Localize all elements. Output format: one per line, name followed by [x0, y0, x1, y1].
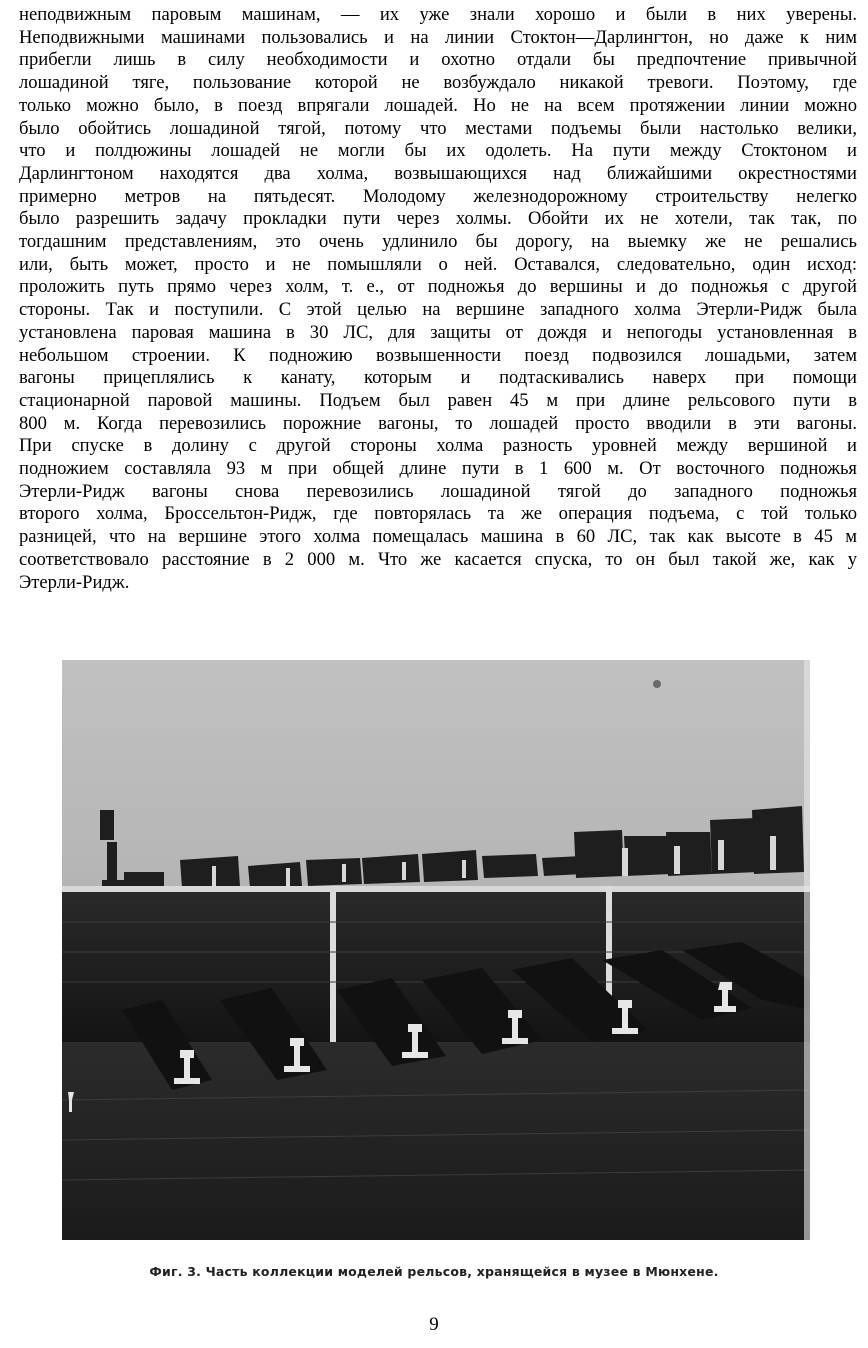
text-line: Этерли-Ридж.: [19, 571, 130, 593]
text-line: подножием составляла 93 м при общей длине пути в 1 600 м. От восточного подножья: [19, 458, 857, 480]
page-number: 9: [429, 1314, 439, 1335]
text-line: проложить путь прямо через холм, т. е., от подножья до вершины и до подножья с другой: [19, 276, 857, 298]
figure-photo: [62, 660, 810, 1240]
text-line: Дарлингтоном находятся два холма, возвышающихся над ближайшими окрестностями: [19, 162, 857, 184]
text-line: стороны. Так и поступили. С этой целью на вершине западного холма Этерли-Ридж была: [19, 299, 857, 321]
text-line: установлена паровая машина в 30 ЛС, для защиты от дождя и непогоды установленная в: [19, 321, 857, 343]
text-line: тогдашним представлениям, это очень удлинило бы дорогу, на выемку же не решались: [19, 231, 857, 253]
text-line: разницей, что на вершине этого холма помещалась машина в 60 ЛС, так как высоте в 45 м: [19, 526, 857, 548]
text-line: было разрешить задачу прокладки пути через холмы. Обойти их не хотели, так так, по: [19, 208, 857, 230]
text-line: небольшом строении. К подножию возвышенности поезд подвозился лошадьми, затем: [19, 344, 857, 366]
text-line: что и полдюжины лошадей не могли бы их одолеть. На пути между Стоктоном и: [19, 140, 857, 162]
text-line: только можно было, в поезд впрягали лошадей. Но не на всем протяжении линии можно: [19, 94, 857, 116]
text-line: соответствовало расстояние в 2 000 м. Что же касается спуска, то он был такой же, как у: [19, 548, 857, 570]
rail-collection-photo: [62, 660, 810, 1240]
body-text: [19, 4, 857, 594]
text-line: примерно метров на пятьдесят. Молодому железнодорожному строительству нелегко: [19, 185, 857, 207]
text-line: вагоны прицеплялись к канату, которым и подтаскивались наверх при помощи: [19, 367, 857, 389]
text-line: 800 м. Когда перевозились порожние вагоны, то лошадей просто вводили в эти вагоны.: [19, 412, 857, 434]
text-line: Неподвижными машинами пользовались и на линии Стоктон—Дарлингтон, но даже к ним: [19, 26, 857, 48]
text-line: Этерли-Ридж вагоны снова перевозились лошадиной тягой до западного подножья: [19, 480, 857, 502]
text-line: стационарной паровой машины. Подъем был равен 45 м при длине рельсового пути в: [19, 389, 857, 411]
figure-caption: Фиг. 3. Часть коллекции моделей рельсов, хранящейся в музее в Мюнхене.: [149, 1264, 719, 1279]
text-line: При спуске в долину с другой стороны холма разность уровней между вершиной и: [19, 435, 857, 457]
text-line: было обойтись лошадиной тягой, потому что местами подъемы были настолько велики,: [19, 117, 857, 139]
text-line: второго холма, Бросcельтон-Ридж, где повторялась та же операция подъема, с той только: [19, 503, 857, 525]
text-line: прибегли лишь в силу необходимости и охотно отдали бы предпочтение привычной: [19, 49, 857, 71]
text-line: лошадиной тяге, пользование которой не возбуждало никакой тревоги. Поэтому, где: [19, 72, 857, 94]
text-line: неподвижным паровым машинам, — их уже знали хорошо и были в них уверены.: [19, 4, 857, 25]
text-line: или, быть может, просто и не помышляли о ней. Оставался, следовательно, один исход:: [19, 253, 857, 275]
